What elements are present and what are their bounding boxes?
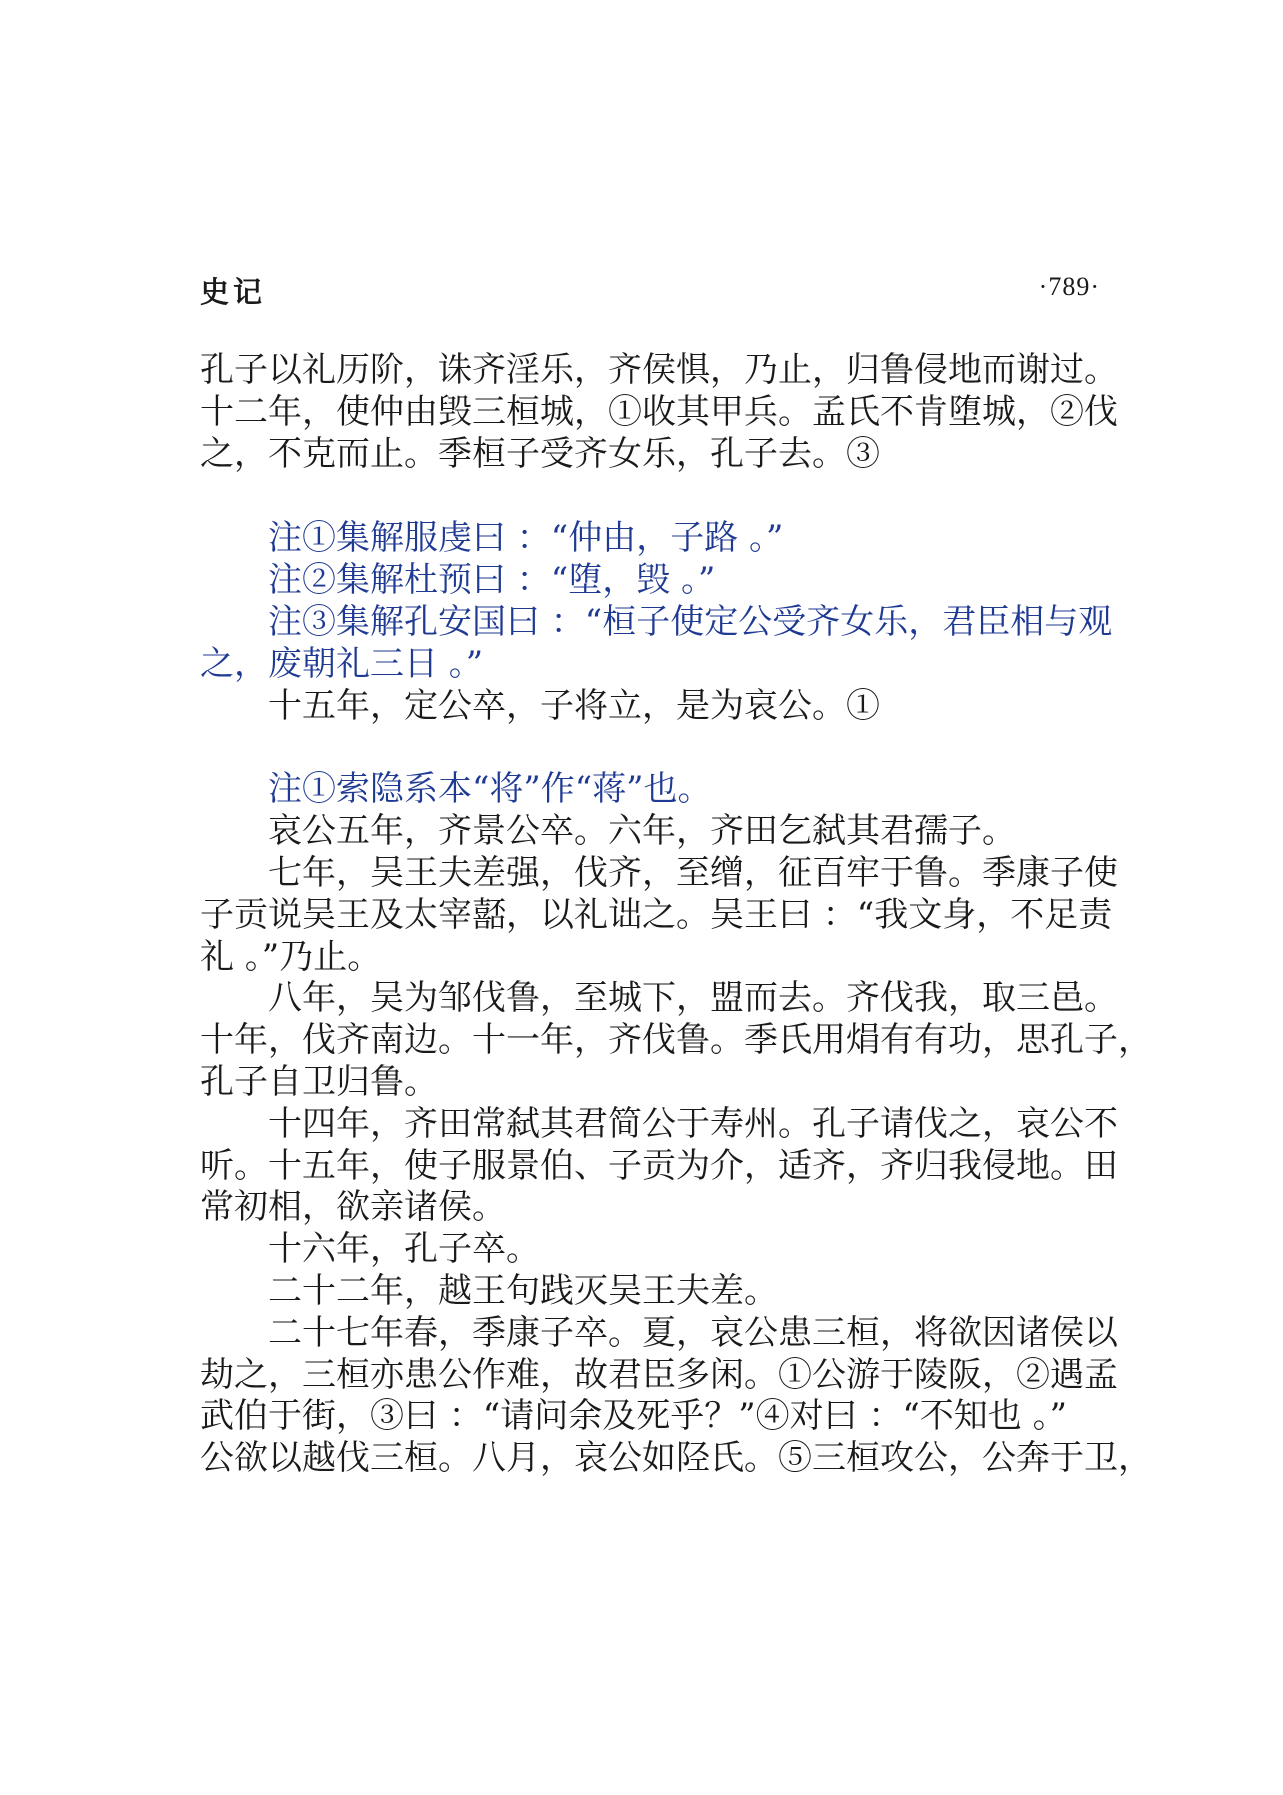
note-line: 之，废朝礼三日 。”	[200, 643, 484, 684]
text-line: 孔子自卫归鲁。	[200, 1061, 438, 1102]
text-line: 十六年，孔子卒。	[200, 1229, 540, 1270]
page-header	[200, 270, 1100, 310]
text-line: 公欲以越伐三桓。八月，哀公如陉氏。⑤三桓攻公，公奔于卫，	[200, 1438, 1152, 1479]
text-line: 听。十五年，使子服景伯、子贡为介，适齐，齐归我侵地。田	[200, 1145, 1118, 1186]
text-line: 常初相，欲亲诸侯。	[200, 1187, 506, 1228]
page-number: ·789·	[1038, 272, 1100, 301]
text-line: 八年，吴为邹伐鲁，至城下，盟而去。齐伐我，取三邑。	[200, 978, 1118, 1019]
text-line: 二十七年春，季康子卒。夏，哀公患三桓，将欲因诸侯以	[200, 1312, 1118, 1353]
note-line: 注①集解服虔曰 ：“仲由，子路 。”	[200, 518, 784, 559]
note-line: 注②集解杜预曰 ：“堕，毁 。”	[200, 560, 716, 601]
text-line: 之，不克而止。季桓子受齐女乐，孔子去。③	[200, 433, 880, 474]
paragraph-notes-1	[200, 518, 1113, 685]
text-line: 哀公五年，齐景公卒。六年，齐田乞弑其君孺子。	[200, 811, 1016, 852]
text-line: 武伯于街，③曰 ：“请问余及死乎？”④对曰 ：“不知也 。”	[200, 1396, 1067, 1437]
text-line: 二十二年，越王句践灭吴王夫差。	[200, 1270, 778, 1311]
paragraph-body-3	[200, 811, 1152, 1480]
text-line: 七年，吴王夫差强，伐齐，至缯，征百牢于鲁。季康子使	[200, 852, 1118, 893]
book-title: 史记	[200, 275, 267, 309]
text-line: 子贡说吴王及太宰嚭，以礼诎之。吴王曰 ：“我文身，不足责	[200, 894, 1113, 935]
note-line: 注①索隐系本“将”作“蒋”也。	[200, 769, 712, 810]
paragraph-body-1	[200, 350, 1118, 475]
text-line: 十二年，使仲由毁三桓城，①收其甲兵。孟氏不肯堕城，②伐	[200, 391, 1118, 432]
text-line: 十五年，定公卒，子将立，是为哀公。①	[200, 685, 880, 726]
text-line: 礼 。”乃止。	[200, 936, 382, 977]
paragraph-body-2	[200, 686, 1100, 728]
text-line: 十四年，齐田常弑其君简公于寿州。孔子请伐之，哀公不	[200, 1103, 1118, 1144]
paragraph-gap	[200, 475, 1100, 518]
text-line: 劫之，三桓亦患公作难，故君臣多闲。①公游于陵阪，②遇孟	[200, 1354, 1118, 1395]
text-line: 十年，伐齐南边。十一年，齐伐鲁。季氏用焆有有功，思孔子，	[200, 1020, 1152, 1061]
note-line: 注③集解孔安国曰 ：“桓子使定公受齐女乐，君臣相与观	[200, 601, 1113, 642]
paragraph-notes-2	[200, 769, 1100, 811]
text-line: 孔子以礼历阶，诛齐淫乐，齐侯惧，乃止，归鲁侵地而谢过。	[200, 350, 1118, 390]
page-body	[200, 350, 1152, 1480]
paragraph-gap	[200, 727, 1100, 769]
